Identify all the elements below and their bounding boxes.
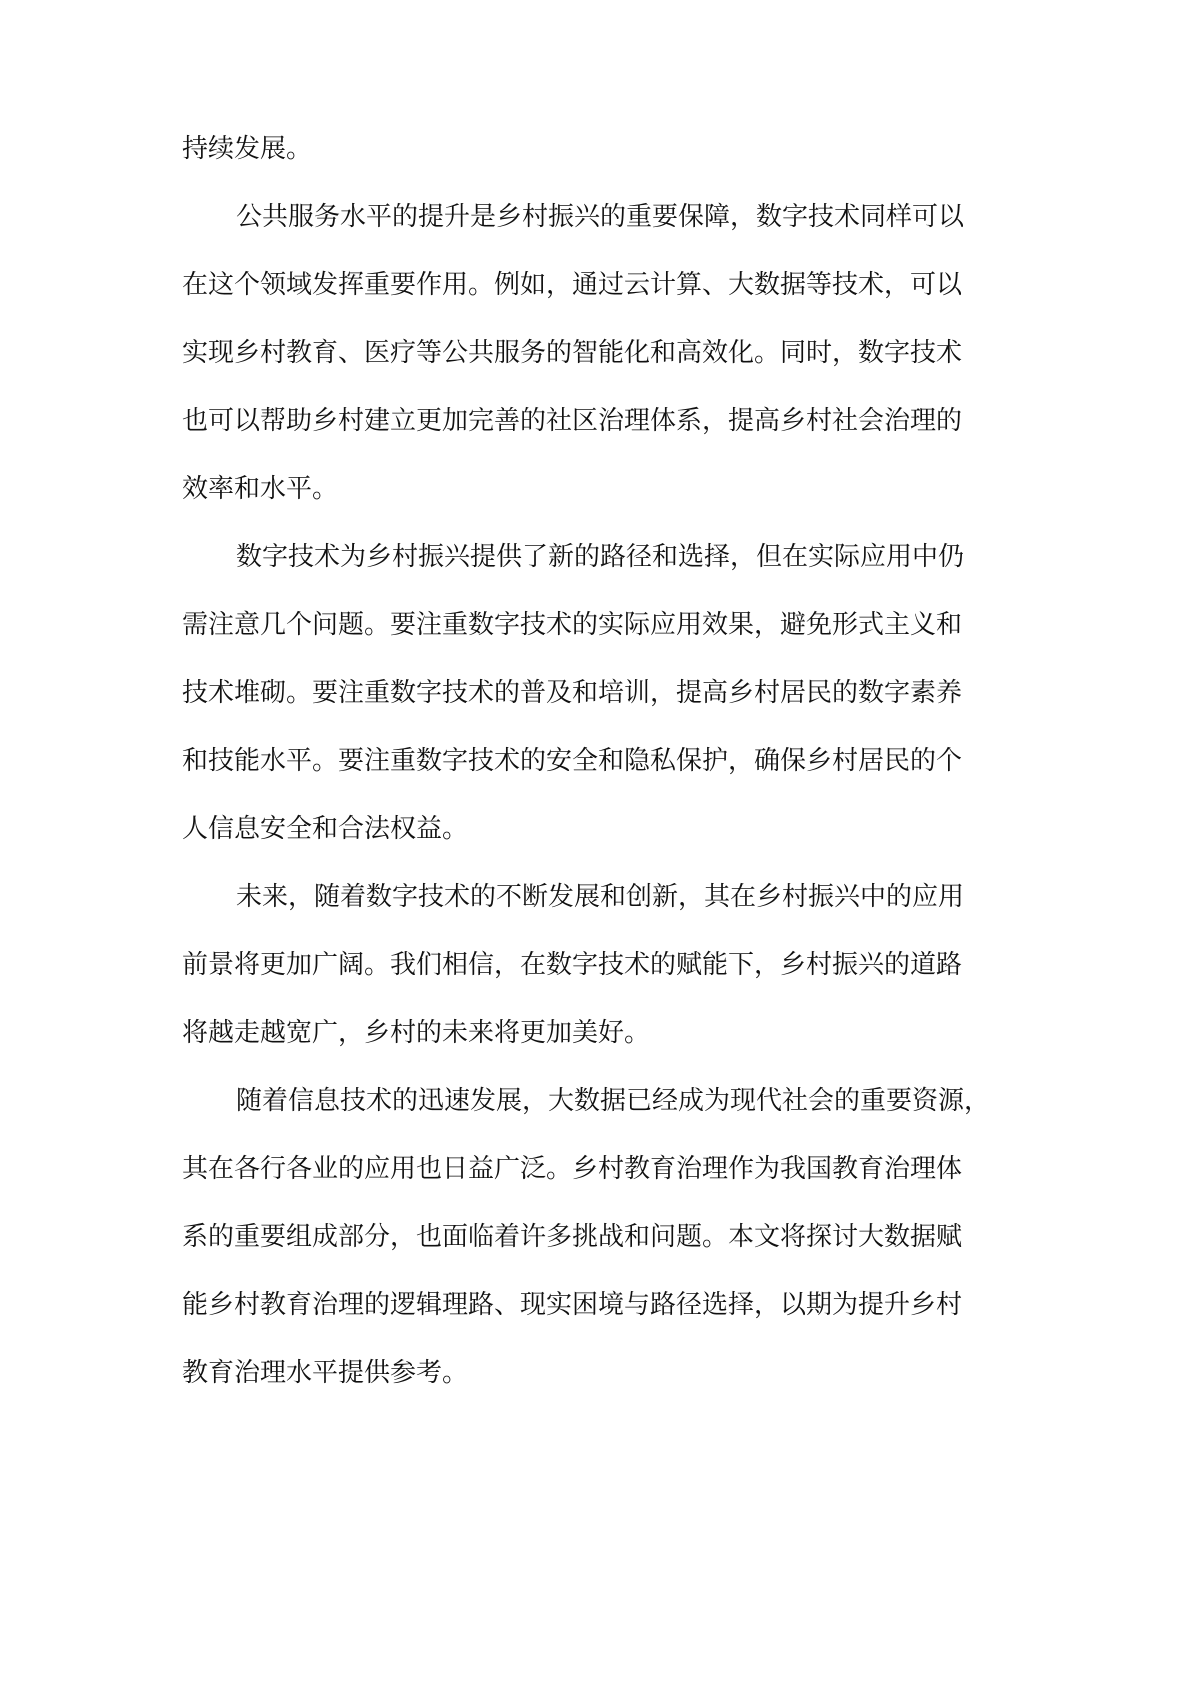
paragraph-5-line-1: 随着信息技术的迅速发展，大数据已经成为现代社会的重要资源，: [236, 1086, 991, 1116]
paragraph-2-line-3: 实现乡村教育、医疗等公共服务的智能化和高效化。同时，数字技术: [182, 338, 963, 368]
paragraph-4-line-3: 将越走越宽广，乡村的未来将更加美好。: [182, 1018, 651, 1048]
paragraph-4-line-2: 前景将更加广阔。我们相信，在数字技术的赋能下，乡村振兴的道路: [182, 950, 963, 980]
paragraph-3-line-2: 需注意几个问题。要注重数字技术的实际应用效果，避免形式主义和: [182, 610, 963, 640]
paragraph-5-line-5: 教育治理水平提供参考。: [182, 1358, 469, 1388]
paragraph-5-line-3: 系的重要组成部分，也面临着许多挑战和问题。本文将探讨大数据赋: [182, 1222, 963, 1252]
paragraph-4-line-1: 未来，随着数字技术的不断发展和创新，其在乡村振兴中的应用: [236, 882, 965, 912]
paragraph-2-line-2: 在这个领域发挥重要作用。例如，通过云计算、大数据等技术，可以: [182, 270, 963, 300]
paragraph-5-line-2: 其在各行各业的应用也日益广泛。乡村教育治理作为我国教育治理体: [182, 1154, 963, 1184]
paragraph-2-line-5: 效率和水平。: [182, 474, 339, 504]
paragraph-3-line-1: 数字技术为乡村振兴提供了新的路径和选择，但在实际应用中仍: [236, 542, 965, 572]
paragraph-3-line-3: 技术堆砌。要注重数字技术的普及和培训，提高乡村居民的数字素养: [182, 678, 963, 708]
paragraph-2-line-4: 也可以帮助乡村建立更加完善的社区治理体系，提高乡村社会治理的: [182, 406, 963, 436]
paragraph-5-line-4: 能乡村教育治理的逻辑理路、现实困境与路径选择，以期为提升乡村: [182, 1290, 963, 1320]
paragraph-3-line-5: 人信息安全和合法权益。: [182, 814, 469, 844]
paragraph-1-line-1: 持续发展。: [182, 134, 313, 164]
paragraph-3-line-4: 和技能水平。要注重数字技术的安全和隐私保护，确保乡村居民的个: [182, 746, 963, 776]
paragraph-2-line-1: 公共服务水平的提升是乡村振兴的重要保障，数字技术同样可以: [236, 202, 965, 232]
